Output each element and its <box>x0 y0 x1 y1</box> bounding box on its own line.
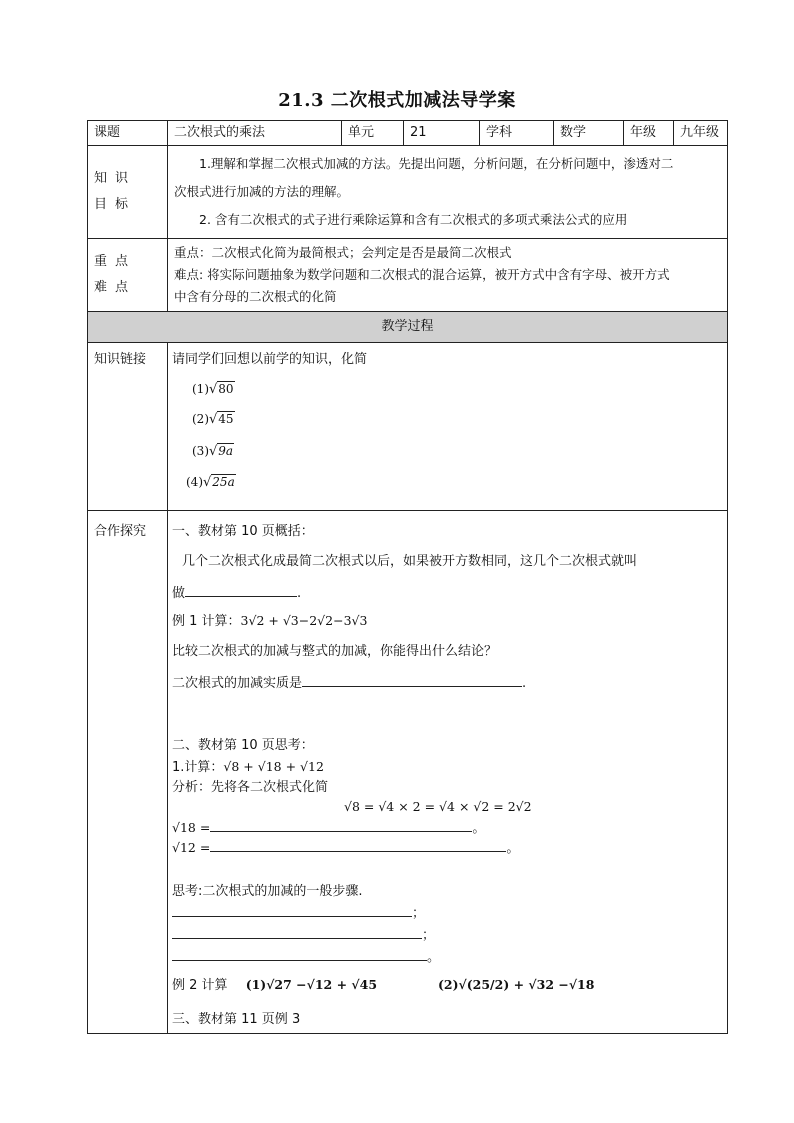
link-content <box>168 343 728 511</box>
derivation-line: √8 = √4 × 2 = √4 × √2 = 2√2 <box>344 799 532 814</box>
subject-value: 数学 <box>554 121 624 146</box>
section-3-title: 三、教材第 11 页例 3 <box>172 1012 301 1027</box>
step-3-line: 。 <box>172 947 440 967</box>
link-label: 知识链接 <box>88 343 168 511</box>
coop-row <box>88 511 728 1034</box>
calc-1-expression: √8 + √18 + √12 <box>223 759 324 774</box>
coop-label: 合作探究 <box>88 511 168 1034</box>
process-header-row <box>88 312 728 343</box>
compare-question: 比较二次根式的加减与整式的加减，你能得出什么结论？ <box>172 644 498 659</box>
link-item-3: (3)√9a <box>192 444 234 459</box>
fill-blank-2[interactable] <box>302 673 522 687</box>
knowledge-line-3: 2. 含有二次根式的式子进行乘除运算和含有二次根式的多项式乘法公式的应用 <box>199 212 628 227</box>
difficulty-content <box>168 239 728 312</box>
example-2: 例 2 计算 (1)√27 −√12 + √45 <box>172 977 378 993</box>
example-1: 例 1 计算：3√2 + √3−2√2−3√3 <box>172 613 368 629</box>
difficulty-line-1: 重点：二次根式化简为最简根式；会判定是否是最简二次根式 <box>174 245 512 260</box>
essence-line: 二次根式的加减实质是 . <box>172 673 526 693</box>
difficulty-row <box>88 239 728 312</box>
subject-label: 学科 <box>480 121 554 146</box>
unit-label: 单元 <box>342 121 404 146</box>
topic-value: 二次根式的乘法 <box>168 121 342 146</box>
knowledge-row <box>88 146 728 239</box>
grade-label: 年级 <box>624 121 674 146</box>
think-line: 思考:二次根式的加减的一般步骤. <box>172 884 363 899</box>
difficulty-line-3: 中含有分母的二次根式的化简 <box>174 289 337 304</box>
link-intro: 请同学们回想以前学的知识，化简 <box>172 352 368 367</box>
knowledge-line-2: 次根式进行加减的方法的理解。 <box>174 184 350 199</box>
page-title: 21.3 二次根式加减法导学案 <box>278 90 516 111</box>
coop-content <box>168 511 728 1034</box>
analysis-line: 分析：先将各二次根式化简 <box>172 780 329 795</box>
section-1-line-2: 做 . <box>172 583 301 603</box>
fill-blank-4[interactable] <box>210 838 506 852</box>
header-row <box>88 121 728 146</box>
example-2-part-1: (1)√27 −√12 + √45 <box>245 977 378 992</box>
difficulty-line-2: 难点: 将实际问题抽象为数学问题和二次根式的混合运算，被开方式中含有字母、被开方式 <box>174 267 670 282</box>
step-2-line: ； <box>172 925 435 945</box>
section-2-title: 二、教材第 10 页思考： <box>172 738 314 753</box>
sqrt12-line: √12 = 。 <box>172 840 520 856</box>
topic-label: 课题 <box>88 121 168 146</box>
example-1-expression: 3√2 + √3−2√2−3√3 <box>240 613 368 628</box>
example-2-part-2: (2)√(25/2) + √32 −√18 <box>438 977 595 992</box>
knowledge-label: 知识目标 <box>88 146 168 239</box>
fill-blank-3[interactable] <box>210 818 472 832</box>
process-header: 教学过程 <box>88 312 728 343</box>
link-row <box>88 343 728 511</box>
fill-blank-5[interactable] <box>172 903 412 917</box>
fill-blank-6[interactable] <box>172 925 422 939</box>
fill-blank-7[interactable] <box>172 947 427 961</box>
link-item-2: (2)√45 <box>192 412 234 427</box>
grade-value: 九年级 <box>674 121 728 146</box>
link-item-4: (4)√25a <box>186 475 235 490</box>
knowledge-content <box>168 146 728 239</box>
step-1-line: ； <box>172 903 425 923</box>
section-1-title: 一、教材第 10 页概括： <box>172 524 314 539</box>
link-item-1: (1)√80 <box>192 382 234 397</box>
knowledge-line-1: 1.理解和掌握二次根式加减的方法。先提出问题，分析问题，在分析问题中，渗透对二 <box>199 156 674 171</box>
difficulty-label: 重点难点 <box>88 239 168 312</box>
sqrt18-line: √18 = 。 <box>172 820 486 836</box>
section-1-line-1: 几个二次根式化成最简二次根式以后，如果被开方数相同，这几个二次根式就叫 <box>182 554 638 569</box>
lesson-plan-table <box>87 120 728 1034</box>
unit-value: 21 <box>404 121 480 146</box>
fill-blank-1[interactable] <box>185 583 297 597</box>
calc-1: 1.计算：√8 + √18 + √12 <box>172 759 324 775</box>
